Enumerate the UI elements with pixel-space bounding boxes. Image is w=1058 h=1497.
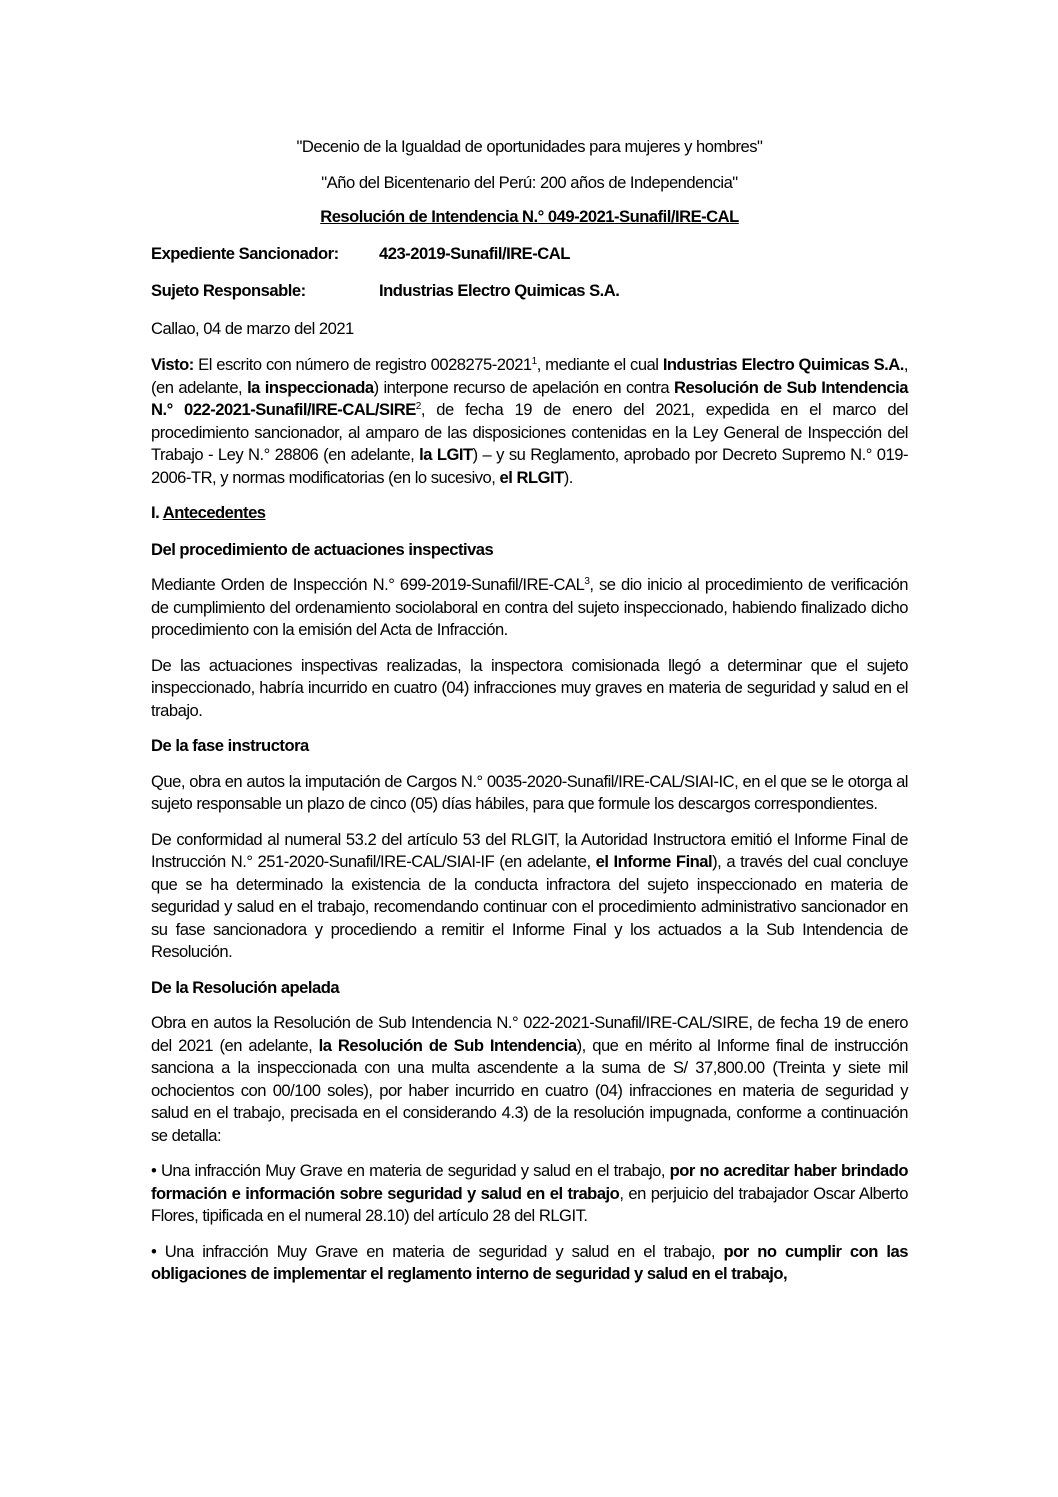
expediente-row [151, 243, 908, 266]
sujeto-value: Industrias Electro Quimicas S.A. [379, 281, 620, 300]
footnote-ref[interactable]: 1 [531, 356, 537, 367]
visto-bold: Industrias Electro Quimicas S.A. [662, 355, 904, 374]
visto-text: , (en adelante, [151, 355, 908, 397]
section-number: I. [151, 503, 163, 522]
paragraph-text: ), que en mérito al Informe final de instrucción sanciona a la inspeccionada con una multa ascendente a la suma de S/ 37,800.00 (Treinta y siete mil ochocientos con 00/100 soles), por haber incurrido en cuatro (04) infracciones en materia de seguridad y salud en el trabajo, precisada en el considerando 4.3) de la resolución impugnada, conforme a continuación se detalla: [151, 1035, 909, 1145]
paragraph-text: Obra en autos la Resolución de Sub Intendencia N.° 022-2021-Sunafil/IRE-CAL/SIRE, de fecha 19 de enero del 2021 (en adelante, [151, 1013, 908, 1055]
bullet-bold: por no acreditar haber brindado formación e información sobre seguridad y salud en el trabajo [151, 1161, 908, 1203]
paragraph-orden-inspeccion [151, 574, 908, 642]
visto-bold: Resolución de Sub Intendencia N.° 022-2021-Sunafil/IRE-CAL/SIRE [151, 377, 908, 419]
visto-text: ) interpone recurso de apelación en contra [373, 377, 674, 397]
expediente-label: Expediente Sancionador: [151, 243, 339, 263]
bullet-bold: por no cumplir con las obligaciones de implementar el reglamento interno de seguridad y salud en el trabajo, [151, 1241, 908, 1283]
paragraph-text: De conformidad al numeral 53.2 del artículo 53 del RLGIT, la Autoridad Instructora emitió el Informe Final de Instrucción N.° 251-2020-Sunafil/IRE-CAL/SIAI-IF (en adelante, [151, 829, 908, 871]
visto-paragraph [151, 354, 908, 489]
bullet-text: • Una infracción Muy Grave en materia de seguridad y salud en el trabajo, [151, 1161, 670, 1180]
paragraph-imputacion: Que, obra en autos la imputación de Cargos N.° 0035-2020-Sunafil/IRE-CAL/SIAI-IC, en el que se le otorga al sujeto responsable un plazo de cinco (05) días hábiles, para que formule los descargos correspondientes. [151, 771, 908, 813]
footnote-ref[interactable]: 2 [415, 401, 421, 412]
visto-label: Visto: [151, 355, 194, 374]
resolution-title: Resolución de Intendencia N.° 049-2021-Sunafil/IRE-CAL [320, 207, 739, 226]
paragraph-text: ), a través del cual concluye que se ha determinado la existencia de la conducta infractora del sujeto inspeccionado en materia de seguridad y salud en el trabajo, recomendando continuar con el procedimiento administrativo sancionador en su fase sancionadora y procediendo a remitir el Informe Final y los actuados a la Sub Intendencia de Resolución. [151, 852, 908, 961]
subheading-actuaciones: Del procedimiento de actuaciones inspectivas [151, 539, 494, 559]
footnote-ref[interactable]: 3 [584, 576, 590, 587]
visto-text: ) – y su Reglamento, aprobado por Decreto Supremo N.° 019-2006-TR, y normas modificatorias (en lo sucesivo, [151, 445, 908, 487]
subheading-resolucion-apelada: De la Resolución apelada [151, 977, 340, 997]
bullet-text: , en perjuicio del trabajador Oscar Alberto Flores, tipificada en el numeral 28.10) del artículo 28 del RLGIT. [151, 1183, 909, 1225]
decade-motto: "Decenio de la Igualdad de oportunidades para mujeres y hombres" [296, 137, 763, 156]
paragraph-resolucion [151, 1012, 908, 1147]
paragraph-bold: la Resolución de Sub Intendencia [318, 1035, 577, 1055]
visto-text: , mediante el cual [536, 355, 663, 374]
place-date: Callao, 04 de marzo del 2021 [151, 318, 354, 338]
section-heading-antecedentes [151, 502, 908, 525]
year-motto: "Año del Bicentenario del Perú: 200 años de Independencia" [321, 172, 738, 192]
paragraph-bold: el Informe Final [595, 852, 713, 871]
document-body [151, 136, 908, 1299]
sujeto-label: Sujeto Responsable: [151, 281, 306, 300]
sujeto-row [151, 280, 908, 303]
visto-text: ). [563, 467, 573, 487]
visto-bold: el RLGIT [499, 467, 564, 487]
subheading-fase-instructora: De la fase instructora [151, 736, 309, 755]
visto-text: El escrito con número de registro 0028275-2021 [193, 355, 532, 374]
visto-bold: la LGIT [419, 445, 473, 464]
paragraph-text: Mediante Orden de Inspección N.° 699-2019-Sunafil/IRE-CAL [151, 575, 585, 594]
paragraph-actuaciones: De las actuaciones inspectivas realizadas, la inspectora comisionada llegó a determinar que el sujeto inspeccionado, habría incurrido en cuatro (04) infracciones muy graves en materia de seguridad y salud en el trabajo. [151, 655, 908, 720]
bullet-infraccion-2 [151, 1241, 908, 1286]
visto-bold: la inspeccionada [247, 377, 374, 397]
paragraph-text: , se dio inicio al procedimiento de verificación de cumplimiento del ordenamiento sociolaboral en contra del sujeto inspeccionado, habiendo finalizado dicho procedimiento con la emisión del Acta de Infracción. [151, 575, 908, 639]
bullet-text: • Una infracción Muy Grave en materia de seguridad y salud en el trabajo, [151, 1241, 724, 1261]
visto-text: , de fecha 19 de enero del 2021, expedida en el marco del procedimiento sancionador, al amparo de las disposiciones contenidas en la Ley General de Inspección del Trabajo - Ley N.° 28806 (en adelante, [151, 400, 908, 464]
paragraph-informe-final [151, 829, 908, 964]
expediente-value: 423-2019-Sunafil/IRE-CAL [379, 243, 570, 263]
section-title: Antecedentes [162, 503, 266, 522]
bullet-infraccion-1 [151, 1160, 908, 1228]
